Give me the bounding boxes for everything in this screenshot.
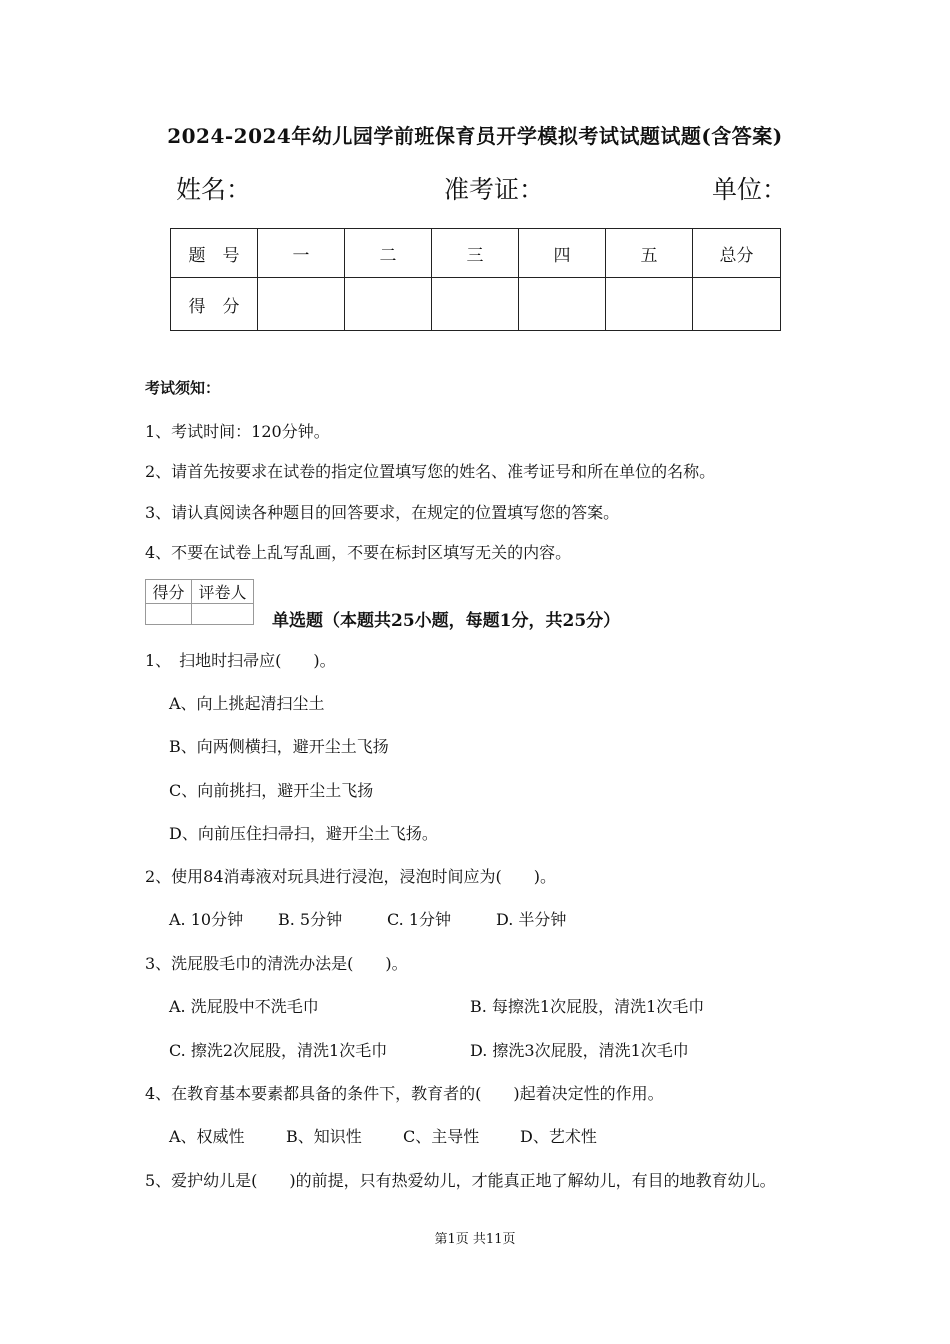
question-option: A、权威性 bbox=[169, 1127, 245, 1146]
question-option: C、向前挑扫，避开尘土飞扬 bbox=[169, 781, 374, 800]
grader-score-label: 得分 bbox=[146, 580, 192, 604]
score-header-3: 三 bbox=[432, 229, 519, 278]
score-cell[interactable] bbox=[519, 278, 606, 331]
notice-item: 1、考试时间：120分钟。 bbox=[145, 422, 330, 441]
question-stem: 2、使用84消毒液对玩具进行浸泡，浸泡时间应为( )。 bbox=[145, 867, 557, 886]
page-title: 2024-2024年幼儿园学前班保育员开学模拟考试试题试题(含答案) bbox=[167, 124, 783, 148]
score-cell-total[interactable] bbox=[693, 278, 781, 331]
notice-item: 2、请首先按要求在试卷的指定位置填写您的姓名、准考证号和所在单位的名称。 bbox=[145, 462, 716, 481]
grader-score-cell[interactable] bbox=[146, 604, 192, 625]
notice-item: 4、不要在试卷上乱写乱画，不要在标封区填写无关的内容。 bbox=[145, 543, 572, 562]
section-title: 单选题（本题共25小题，每题1分，共25分） bbox=[272, 611, 621, 631]
score-table-header-row bbox=[171, 229, 781, 278]
score-header-1: 一 bbox=[258, 229, 345, 278]
name-field-label: 姓名： bbox=[176, 175, 252, 204]
question-option: A、向上挑起清扫尘土 bbox=[169, 694, 325, 713]
question-stem: 1、 扫地时扫帚应( )。 bbox=[145, 651, 336, 670]
score-cell[interactable] bbox=[258, 278, 345, 331]
score-header-total: 总分 bbox=[693, 229, 781, 278]
score-cell[interactable] bbox=[345, 278, 432, 331]
score-header-label: 题 号 bbox=[171, 229, 258, 278]
question-stem: 3、洗屁股毛巾的清洗办法是( )。 bbox=[145, 954, 408, 973]
question-option: B. 每擦洗1次屁股，清洗1次毛巾 bbox=[470, 997, 705, 1016]
grader-name-label: 评卷人 bbox=[192, 580, 254, 604]
score-cell[interactable] bbox=[606, 278, 693, 331]
score-table bbox=[170, 228, 781, 331]
question-option: B、向两侧横扫，避开尘土飞扬 bbox=[169, 737, 389, 756]
unit-field-label: 单位： bbox=[712, 175, 788, 204]
question-option: D、艺术性 bbox=[520, 1127, 597, 1146]
exam-id-field-label: 准考证： bbox=[444, 175, 545, 204]
notice-title: 考试须知： bbox=[145, 379, 221, 397]
question-option: B、知识性 bbox=[286, 1127, 362, 1146]
page-footer: 第1页 共11页 bbox=[434, 1232, 516, 1247]
question-option: A. 10分钟 bbox=[169, 910, 244, 929]
score-header-4: 四 bbox=[519, 229, 606, 278]
question-stem: 4、在教育基本要素都具备的条件下，教育者的( )起着决定性的作用。 bbox=[145, 1084, 664, 1103]
question-option: C. 1分钟 bbox=[387, 910, 452, 929]
score-header-2: 二 bbox=[345, 229, 432, 278]
question-option: B. 5分钟 bbox=[278, 910, 343, 929]
score-cell[interactable] bbox=[432, 278, 519, 331]
score-header-5: 五 bbox=[606, 229, 693, 278]
notice-item: 3、请认真阅读各种题目的回答要求，在规定的位置填写您的答案。 bbox=[145, 503, 620, 522]
grader-name-cell[interactable] bbox=[192, 604, 254, 625]
question-option: C. 擦洗2次屁股，清洗1次毛巾 bbox=[169, 1041, 388, 1060]
question-option: D、向前压住扫帚扫，避开尘土飞扬。 bbox=[169, 824, 438, 843]
question-option: D. 半分钟 bbox=[496, 910, 567, 929]
question-option: D. 擦洗3次屁股，清洗1次毛巾 bbox=[470, 1041, 689, 1060]
question-option: C、主导性 bbox=[403, 1127, 480, 1146]
score-table-score-row bbox=[171, 278, 781, 331]
question-stem: 5、爱护幼儿是( )的前提，只有热爱幼儿，才能真正地了解幼儿，有目的地教育幼儿。 bbox=[145, 1171, 776, 1190]
grader-box bbox=[145, 579, 254, 625]
question-option: A. 洗屁股中不洗毛巾 bbox=[169, 997, 319, 1016]
score-row-label: 得 分 bbox=[171, 278, 258, 331]
